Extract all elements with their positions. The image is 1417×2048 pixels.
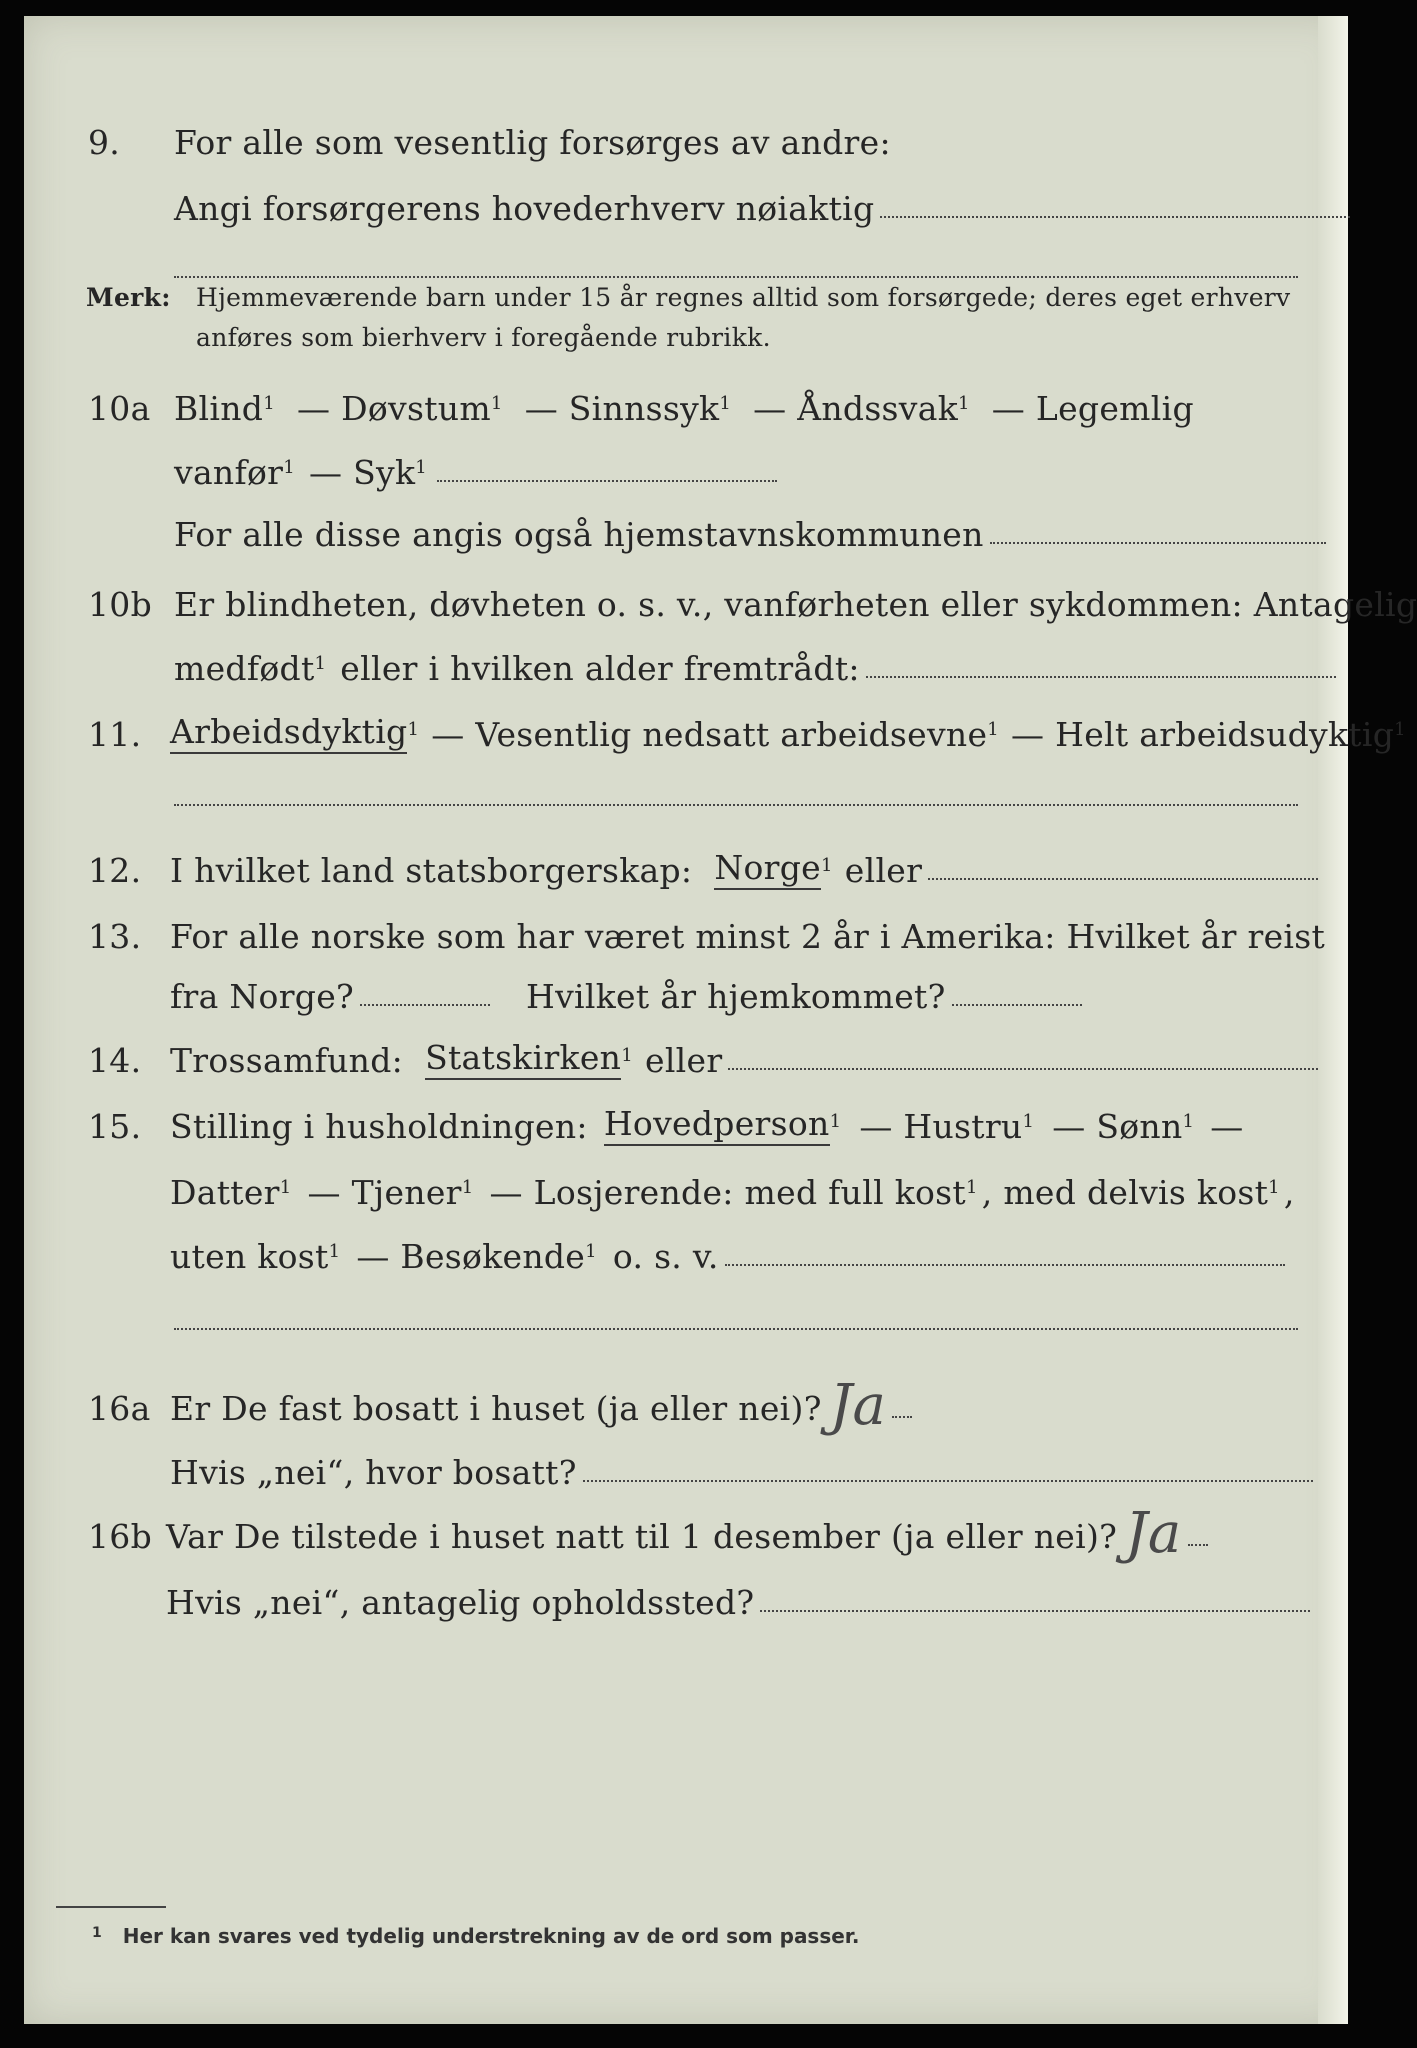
q13-number: 13. <box>88 917 142 956</box>
sup-mark: 1 <box>1022 1111 1035 1132</box>
q16a-handwritten-answer[interactable]: Ja <box>829 1373 887 1438</box>
q16b-opholdssted-answer-line[interactable] <box>760 1609 1310 1612</box>
q16b-handwritten-answer[interactable]: Ja <box>1125 1501 1182 1566</box>
q12-text: I hvilket land statsborgerskap: <box>170 851 693 890</box>
q15-uten-kost[interactable]: uten kost <box>170 1237 329 1276</box>
sup-mark: 1 <box>965 1177 978 1198</box>
q10b-medfodt[interactable]: medfødt <box>174 649 315 688</box>
q15-dash: — <box>1210 1107 1244 1146</box>
q10b-number: 10b <box>88 585 153 624</box>
merk-row-2 <box>0 312 1300 352</box>
merk-text-1: Hjemmeværende barn under 15 år regnes alltid som forsørgede; deres eget erhverv <box>196 283 1291 312</box>
q14-row <box>0 1020 1300 1080</box>
q11-answer-line[interactable] <box>174 804 1298 806</box>
q16b-answer-line[interactable] <box>1188 1543 1208 1546</box>
sup-mark: 1 <box>328 1241 341 1262</box>
q16b-opholdssted: Hvis „nei“, antagelig opholdssted? <box>166 1583 755 1622</box>
sup-mark: 1 <box>1182 1111 1195 1132</box>
q11-nedsatt[interactable]: — Vesentlig nedsatt arbeidsevne <box>431 715 988 754</box>
merk-label: Merk: <box>86 283 171 312</box>
q13-row-1 <box>0 896 1326 956</box>
q9-number: 9. <box>88 123 121 162</box>
q15-hustru[interactable]: — Hustru <box>859 1107 1023 1146</box>
q16a-row-1 <box>0 1358 1300 1438</box>
q15-row-3 <box>0 1216 1300 1276</box>
q15-delvis-kost[interactable]: , med delvis kost <box>981 1173 1269 1212</box>
merk-row-1 <box>0 272 1300 312</box>
sup-mark: 1 <box>719 393 732 414</box>
q12-number: 12. <box>88 851 142 890</box>
sup-mark: 1 <box>279 1177 292 1198</box>
footnote <box>92 1924 859 1948</box>
q15-besokende[interactable]: — Besøkende <box>356 1237 586 1276</box>
q13-hjemkommet-answer-line[interactable] <box>952 1003 1082 1006</box>
footnote-divider <box>56 1906 166 1908</box>
sup-mark: 1 <box>958 393 970 414</box>
q14-number: 14. <box>88 1041 142 1080</box>
sup-mark: 1 <box>585 1241 597 1262</box>
q11-udyktig[interactable]: — Helt arbeidsudyktig <box>1011 715 1395 754</box>
q10a-hjemstavn-answer-line[interactable] <box>990 541 1326 544</box>
q10b-row-2 <box>0 628 1300 688</box>
q10a-legemlig[interactable]: — Legemlig <box>991 389 1194 428</box>
q16b-row-2 <box>0 1562 1300 1622</box>
q9-subtext: Angi forsørgerens hovederhverv nøiaktig <box>174 189 875 228</box>
q16a-bosatt-answer-line[interactable] <box>583 1479 1313 1482</box>
q15-osv: o. s. v. <box>612 1237 719 1276</box>
q15-datter[interactable]: Datter <box>170 1173 280 1212</box>
sup-mark: 1 <box>263 393 276 414</box>
q9-row-2 <box>0 168 1300 228</box>
q15-text: Stilling i husholdningen: <box>170 1107 588 1146</box>
q16a-number: 16a <box>88 1389 151 1428</box>
q16b-number: 16b <box>88 1517 153 1556</box>
q9-answer-line[interactable] <box>880 215 1350 218</box>
q15-sonn[interactable]: — Sønn <box>1052 1107 1183 1146</box>
sup-mark: 1 <box>407 719 420 740</box>
q13-text: For alle norske som har været minst 2 år i Amerika: Hvilket år reist <box>170 917 1326 956</box>
q12-row <box>0 830 1300 890</box>
sup-mark: 1 <box>621 1045 633 1066</box>
q15-comma: , <box>1283 1173 1295 1212</box>
q10a-row-1 <box>0 368 1320 428</box>
q13-row-2 <box>0 956 1300 1016</box>
q15-number: 15. <box>88 1107 142 1146</box>
q15-answer-line[interactable] <box>725 1263 1285 1266</box>
q13-reist-answer-line[interactable] <box>360 1003 490 1006</box>
q10b-alder: eller i hvilken alder fremtrådt: <box>340 649 860 688</box>
sup-mark: 1 <box>461 1177 474 1198</box>
q15-row-1 <box>0 1086 1320 1146</box>
q10a-syk[interactable]: — Syk <box>309 453 416 492</box>
footnote-text: Her kan svares ved tydelig understrekning av de ord som passer. <box>122 1924 860 1948</box>
q12-norge[interactable]: Norge <box>714 848 821 890</box>
q10a-hjemstavn: For alle disse angis også hjemstavnskommunen <box>174 515 984 554</box>
q12-answer-line[interactable] <box>928 877 1318 880</box>
q14-eller: eller <box>644 1041 723 1080</box>
sup-mark: 1 <box>283 457 295 478</box>
q14-text: Trossamfund: <box>170 1041 404 1080</box>
q14-answer-line[interactable] <box>728 1067 1318 1070</box>
q15-hovedperson[interactable]: Hovedperson <box>604 1104 830 1146</box>
q13-hjemkommet: Hvilket år hjemkommet? <box>526 977 946 1016</box>
q10a-blind[interactable]: Blind <box>174 389 264 428</box>
q16b-text: Var De tilstede i huset natt til 1 desember (ja eller nei)? <box>166 1517 1118 1556</box>
paper-edge <box>1318 16 1348 2024</box>
q12-eller: eller <box>844 851 923 890</box>
q10a-number: 10a <box>88 389 151 428</box>
q10a-syk-answer-line[interactable] <box>437 479 777 482</box>
q10b-answer-line[interactable] <box>866 675 1336 678</box>
q10a-row-2 <box>0 432 1300 492</box>
q10a-dovstum[interactable]: — Døvstum <box>297 389 491 428</box>
sup-mark: 1 <box>1394 719 1406 740</box>
sup-mark: 1 <box>415 457 428 478</box>
q16a-text: Er De fast bosatt i huset (ja eller nei)? <box>170 1389 822 1428</box>
q14-statskirken[interactable]: Statskirken <box>425 1038 621 1080</box>
sup-mark: 1 <box>314 653 327 674</box>
q9-text: For alle som vesentlig forsørges av andre: <box>174 123 891 162</box>
q13-reist: fra Norge? <box>170 977 355 1016</box>
sup-mark: 1 <box>987 719 1000 740</box>
q10a-vanfor[interactable]: vanfør <box>174 453 284 492</box>
sup-mark: 1 <box>1268 1177 1280 1198</box>
q15-answer-line-2[interactable] <box>174 1328 1298 1330</box>
q11-arbeidsdyktig[interactable]: Arbeidsdyktig <box>170 712 407 754</box>
q10a-andssvak[interactable]: — Åndssvak <box>753 389 959 428</box>
q15-tjener[interactable]: — Tjener <box>307 1173 462 1212</box>
q11-row <box>0 694 1406 754</box>
q10a-row-3 <box>0 494 1300 554</box>
merk-text-2: anføres som bierhverv i foregående rubrikk. <box>196 323 771 352</box>
sup-mark: 1 <box>829 1111 842 1132</box>
q10b-row-1 <box>0 564 1417 624</box>
sup-mark: 1 <box>490 393 503 414</box>
q11-number: 11. <box>88 715 142 754</box>
q16b-row-1 <box>0 1486 1300 1566</box>
q15-full-kost[interactable]: — Losjerende: med full kost <box>489 1173 966 1212</box>
q16a-row-2 <box>0 1432 1300 1492</box>
sup-mark: 1 <box>821 855 833 876</box>
q9-row-1 <box>0 102 1300 162</box>
q16a-answer-line[interactable] <box>892 1415 912 1418</box>
q15-row-2 <box>0 1152 1320 1212</box>
q10b-text: Er blindheten, døvheten o. s. v., vanførheten eller sykdommen: Antagelig <box>174 585 1417 624</box>
footnote-mark: 1 <box>92 1925 102 1941</box>
q16a-hvor-bosatt: Hvis „nei“, hvor bosatt? <box>170 1453 577 1492</box>
q10a-sinnssyk[interactable]: — Sinnssyk <box>524 389 720 428</box>
